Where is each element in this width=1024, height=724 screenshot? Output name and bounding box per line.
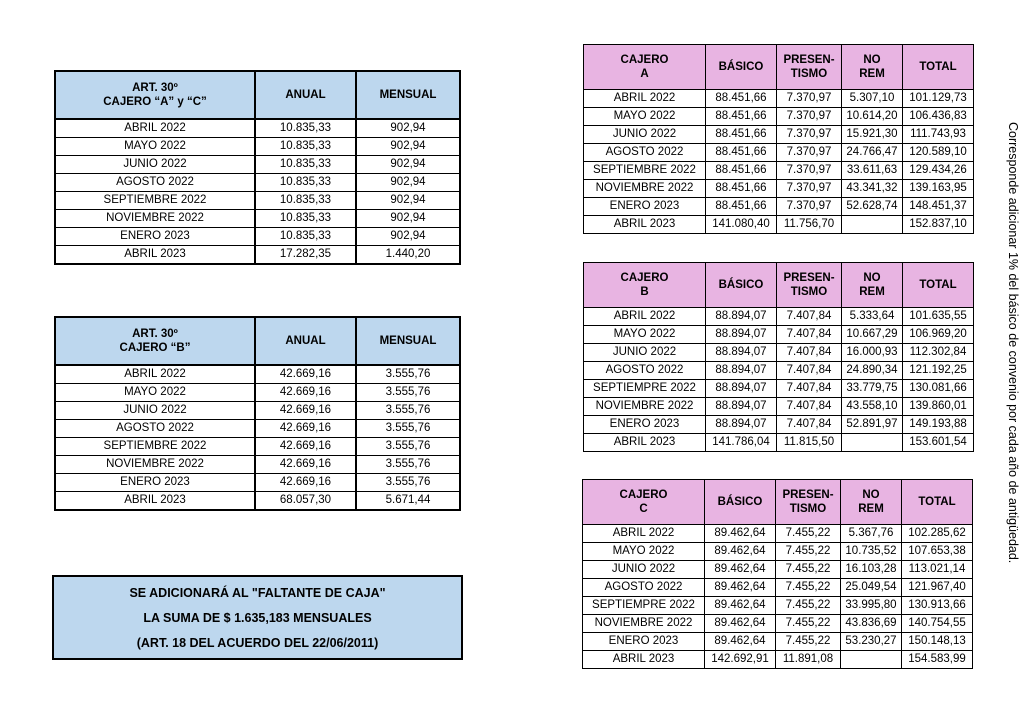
value-cell: 107.653,38 xyxy=(902,543,973,561)
note-line-1: SE ADICIONARÁ AL "FALTANTE DE CAJA" xyxy=(129,586,386,600)
value-cell: 154.583,99 xyxy=(902,651,973,669)
value-cell: 89.462,64 xyxy=(705,633,776,651)
value-cell: 7.407,84 xyxy=(777,326,842,344)
period-cell: JUNIO 2022 xyxy=(55,156,255,174)
value-cell: 53.230,27 xyxy=(841,633,902,651)
column-header: NO REM xyxy=(842,263,903,308)
period-cell: ENERO 2023 xyxy=(584,416,706,434)
value-cell: 121.192,25 xyxy=(903,362,974,380)
column-header: BÁSICO xyxy=(705,480,776,525)
period-cell: ABRIL 2023 xyxy=(584,216,706,234)
value-cell: 89.462,64 xyxy=(705,561,776,579)
value-cell: 24.890,34 xyxy=(842,362,903,380)
table-header-row xyxy=(584,263,974,308)
table-row xyxy=(584,434,974,452)
period-cell: AGOSTO 2022 xyxy=(55,420,255,438)
value-cell: 33.995,80 xyxy=(841,597,902,615)
value-cell: 7.407,84 xyxy=(777,308,842,326)
art30-cajero-ac-table xyxy=(54,70,461,265)
period-cell: ABRIL 2023 xyxy=(583,651,705,669)
column-header: TOTAL xyxy=(903,263,974,308)
value-cell: 11.815,50 xyxy=(777,434,842,452)
value-cell: 141.080,40 xyxy=(706,216,777,234)
value-cell xyxy=(842,216,903,234)
value-cell: 42.669,16 xyxy=(255,384,356,402)
value-cell: 10.614,20 xyxy=(842,108,903,126)
value-cell: 129.434,26 xyxy=(903,162,974,180)
value-cell: 42.669,16 xyxy=(255,420,356,438)
value-cell: 121.967,40 xyxy=(902,579,973,597)
table-row xyxy=(583,615,973,633)
value-cell: 902,94 xyxy=(356,210,460,228)
column-header: BÁSICO xyxy=(706,263,777,308)
period-cell: MAYO 2022 xyxy=(55,384,255,402)
column-header: ANUAL xyxy=(255,317,356,365)
value-cell: 88.894,07 xyxy=(706,308,777,326)
value-cell: 15.921,30 xyxy=(842,126,903,144)
period-cell: ABRIL 2022 xyxy=(584,90,706,108)
table-row xyxy=(55,492,460,511)
value-cell: 88.451,66 xyxy=(706,162,777,180)
value-cell: 33.779,75 xyxy=(842,380,903,398)
value-cell: 68.057,30 xyxy=(255,492,356,511)
value-cell: 7.455,22 xyxy=(776,561,841,579)
value-cell: 7.370,97 xyxy=(777,180,842,198)
value-cell: 88.894,07 xyxy=(706,416,777,434)
table-row xyxy=(55,119,460,138)
value-cell: 88.451,66 xyxy=(706,198,777,216)
table-row xyxy=(583,525,973,543)
period-cell: MAYO 2022 xyxy=(584,108,706,126)
value-cell: 902,94 xyxy=(356,174,460,192)
value-cell: 11.891,08 xyxy=(776,651,841,669)
table-row xyxy=(583,633,973,651)
value-cell: 3.555,76 xyxy=(356,438,460,456)
value-cell: 902,94 xyxy=(356,228,460,246)
column-header: TOTAL xyxy=(902,480,973,525)
period-cell: MAYO 2022 xyxy=(55,138,255,156)
value-cell: 102.285,62 xyxy=(902,525,973,543)
column-header: MENSUAL xyxy=(356,71,460,119)
table-row xyxy=(55,384,460,402)
value-cell: 1.440,20 xyxy=(356,246,460,265)
value-cell: 42.669,16 xyxy=(255,438,356,456)
value-cell: 10.835,33 xyxy=(255,174,356,192)
table-row xyxy=(583,651,973,669)
value-cell: 43.341,32 xyxy=(842,180,903,198)
table-row xyxy=(584,198,974,216)
value-cell: 10.835,33 xyxy=(255,156,356,174)
value-cell: 7.455,22 xyxy=(776,633,841,651)
table-row xyxy=(584,90,974,108)
value-cell: 42.669,16 xyxy=(255,402,356,420)
table-row xyxy=(584,344,974,362)
table-row xyxy=(55,174,460,192)
table-row xyxy=(584,380,974,398)
period-cell: ABRIL 2022 xyxy=(55,119,255,138)
table-row xyxy=(584,126,974,144)
table-row xyxy=(584,144,974,162)
value-cell: 3.555,76 xyxy=(356,420,460,438)
column-header: ART. 30º CAJERO “A” y “C” xyxy=(55,71,255,119)
value-cell: 139.860,01 xyxy=(903,398,974,416)
table-header-row xyxy=(55,317,460,365)
table-row xyxy=(584,362,974,380)
period-cell: ABRIL 2022 xyxy=(583,525,705,543)
table-row xyxy=(55,246,460,265)
value-cell: 88.451,66 xyxy=(706,144,777,162)
value-cell: 101.129,73 xyxy=(903,90,974,108)
value-cell: 3.555,76 xyxy=(356,402,460,420)
period-cell: JUNIO 2022 xyxy=(583,561,705,579)
table-row xyxy=(55,228,460,246)
value-cell: 43.836,69 xyxy=(841,615,902,633)
value-cell: 10.667,29 xyxy=(842,326,903,344)
value-cell: 149.193,88 xyxy=(903,416,974,434)
value-cell: 24.766,47 xyxy=(842,144,903,162)
value-cell: 7.370,97 xyxy=(777,126,842,144)
table-row xyxy=(584,398,974,416)
column-header: ANUAL xyxy=(255,71,356,119)
value-cell: 7.455,22 xyxy=(776,597,841,615)
column-header: PRESEN- TISMO xyxy=(776,480,841,525)
value-cell: 89.462,64 xyxy=(705,615,776,633)
period-cell: SEPTIEMBRE 2022 xyxy=(584,162,706,180)
column-header: BÁSICO xyxy=(706,45,777,90)
value-cell: 7.407,84 xyxy=(777,398,842,416)
value-cell: 42.669,16 xyxy=(255,474,356,492)
column-header: CAJERO B xyxy=(584,263,706,308)
value-cell: 3.555,76 xyxy=(356,384,460,402)
value-cell: 130.913,66 xyxy=(902,597,973,615)
art30-cajero-b-table xyxy=(54,316,461,511)
value-cell: 7.370,97 xyxy=(777,162,842,180)
value-cell: 5.333,64 xyxy=(842,308,903,326)
value-cell: 52.628,74 xyxy=(842,198,903,216)
period-cell: AGOSTO 2022 xyxy=(583,579,705,597)
value-cell: 106.436,83 xyxy=(903,108,974,126)
value-cell: 10.835,33 xyxy=(255,138,356,156)
value-cell: 7.455,22 xyxy=(776,615,841,633)
period-cell: AGOSTO 2022 xyxy=(584,362,706,380)
period-cell: NOVIEMBRE 2022 xyxy=(584,180,706,198)
period-cell: NOVIEMBRE 2022 xyxy=(55,210,255,228)
period-cell: SEPTIEMPRE 2022 xyxy=(583,597,705,615)
value-cell: 902,94 xyxy=(356,192,460,210)
column-header: CAJERO A xyxy=(584,45,706,90)
value-cell xyxy=(842,434,903,452)
value-cell: 3.555,76 xyxy=(356,365,460,384)
value-cell: 25.049,54 xyxy=(841,579,902,597)
period-cell: ABRIL 2022 xyxy=(55,365,255,384)
period-cell: JUNIO 2022 xyxy=(584,344,706,362)
table-row xyxy=(583,561,973,579)
table-row xyxy=(584,216,974,234)
value-cell: 7.407,84 xyxy=(777,416,842,434)
period-cell: NOVIEMBRE 2022 xyxy=(583,615,705,633)
value-cell: 89.462,64 xyxy=(705,543,776,561)
table-row xyxy=(55,210,460,228)
value-cell: 7.455,22 xyxy=(776,543,841,561)
value-cell: 88.451,66 xyxy=(706,180,777,198)
value-cell: 89.462,64 xyxy=(705,597,776,615)
column-header: MENSUAL xyxy=(356,317,460,365)
period-cell: NOVIEMBRE 2022 xyxy=(584,398,706,416)
table-header-row xyxy=(583,480,973,525)
value-cell: 902,94 xyxy=(356,119,460,138)
value-cell: 88.894,07 xyxy=(706,326,777,344)
value-cell: 5.367,76 xyxy=(841,525,902,543)
period-cell: NOVIEMBRE 2022 xyxy=(55,456,255,474)
column-header: CAJERO C xyxy=(583,480,705,525)
table-row xyxy=(55,138,460,156)
period-cell: ABRIL 2022 xyxy=(584,308,706,326)
value-cell: 43.558,10 xyxy=(842,398,903,416)
table-row xyxy=(584,162,974,180)
period-cell: ENERO 2023 xyxy=(55,474,255,492)
period-cell: ABRIL 2023 xyxy=(55,492,255,511)
value-cell: 16.000,93 xyxy=(842,344,903,362)
faltante-de-caja-note xyxy=(52,575,463,660)
table-row xyxy=(583,579,973,597)
value-cell: 153.601,54 xyxy=(903,434,974,452)
value-cell: 902,94 xyxy=(356,138,460,156)
value-cell: 148.451,37 xyxy=(903,198,974,216)
value-cell: 130.081,66 xyxy=(903,380,974,398)
table-header-row xyxy=(55,71,460,119)
table-row xyxy=(584,308,974,326)
table-row xyxy=(584,180,974,198)
table-row xyxy=(584,108,974,126)
note-line-2: LA SUMA DE $ 1.635,183 MENSUALES xyxy=(143,611,372,625)
table-row xyxy=(584,416,974,434)
value-cell: 902,94 xyxy=(356,156,460,174)
cajero-a-table xyxy=(583,44,974,234)
value-cell: 88.451,66 xyxy=(706,90,777,108)
value-cell: 7.407,84 xyxy=(777,344,842,362)
value-cell: 52.891,97 xyxy=(842,416,903,434)
table-row xyxy=(55,474,460,492)
period-cell: JUNIO 2022 xyxy=(584,126,706,144)
value-cell: 7.370,97 xyxy=(777,144,842,162)
table-row xyxy=(584,326,974,344)
value-cell: 16.103,28 xyxy=(841,561,902,579)
table-row xyxy=(55,192,460,210)
period-cell: ABRIL 2023 xyxy=(55,246,255,265)
table-header-row xyxy=(584,45,974,90)
period-cell: ENERO 2023 xyxy=(55,228,255,246)
table-row xyxy=(583,597,973,615)
table-row xyxy=(55,402,460,420)
value-cell: 10.835,33 xyxy=(255,210,356,228)
column-header: PRESEN- TISMO xyxy=(777,263,842,308)
period-cell: SEPTIEMBRE 2022 xyxy=(55,192,255,210)
period-cell: ENERO 2023 xyxy=(583,633,705,651)
value-cell: 142.692,91 xyxy=(705,651,776,669)
period-cell: MAYO 2022 xyxy=(584,326,706,344)
value-cell: 140.754,55 xyxy=(902,615,973,633)
value-cell: 88.451,66 xyxy=(706,126,777,144)
period-cell: ABRIL 2023 xyxy=(584,434,706,452)
column-header: NO REM xyxy=(841,480,902,525)
table-row xyxy=(55,156,460,174)
column-header: TOTAL xyxy=(903,45,974,90)
value-cell: 42.669,16 xyxy=(255,365,356,384)
value-cell: 7.455,22 xyxy=(776,525,841,543)
cajero-b-table xyxy=(583,262,974,452)
value-cell: 120.589,10 xyxy=(903,144,974,162)
value-cell: 88.894,07 xyxy=(706,398,777,416)
value-cell: 111.743,93 xyxy=(903,126,974,144)
period-cell: SEPTIEMBRE 2022 xyxy=(55,438,255,456)
value-cell: 106.969,20 xyxy=(903,326,974,344)
period-cell: AGOSTO 2022 xyxy=(55,174,255,192)
period-cell: ENERO 2023 xyxy=(584,198,706,216)
value-cell: 42.669,16 xyxy=(255,456,356,474)
cajero-c-table xyxy=(582,479,973,669)
value-cell: 7.407,84 xyxy=(777,380,842,398)
note-line-3: (ART. 18 DEL ACUERDO DEL 22/06/2011) xyxy=(136,636,379,650)
value-cell: 5.671,44 xyxy=(356,492,460,511)
period-cell: SEPTIEMPRE 2022 xyxy=(584,380,706,398)
value-cell: 112.302,84 xyxy=(903,344,974,362)
value-cell: 10.835,33 xyxy=(255,192,356,210)
value-cell xyxy=(841,651,902,669)
value-cell: 88.894,07 xyxy=(706,380,777,398)
column-header: PRESEN- TISMO xyxy=(777,45,842,90)
value-cell: 10.835,33 xyxy=(255,228,356,246)
value-cell: 150.148,13 xyxy=(902,633,973,651)
period-cell: AGOSTO 2022 xyxy=(584,144,706,162)
column-header: ART. 30º CAJERO “B” xyxy=(55,317,255,365)
value-cell: 88.894,07 xyxy=(706,362,777,380)
value-cell: 7.455,22 xyxy=(776,579,841,597)
value-cell: 88.451,66 xyxy=(706,108,777,126)
value-cell: 139.163,95 xyxy=(903,180,974,198)
table-row xyxy=(55,365,460,384)
value-cell: 89.462,64 xyxy=(705,525,776,543)
value-cell: 113.021,14 xyxy=(902,561,973,579)
table-row xyxy=(55,456,460,474)
column-header: NO REM xyxy=(842,45,903,90)
period-cell: MAYO 2022 xyxy=(583,543,705,561)
value-cell: 10.735,52 xyxy=(841,543,902,561)
value-cell: 152.837,10 xyxy=(903,216,974,234)
value-cell: 7.370,97 xyxy=(777,90,842,108)
value-cell: 10.835,33 xyxy=(255,119,356,138)
value-cell: 17.282,35 xyxy=(255,246,356,265)
value-cell: 88.894,07 xyxy=(706,344,777,362)
period-cell: JUNIO 2022 xyxy=(55,402,255,420)
value-cell: 11.756,70 xyxy=(777,216,842,234)
value-cell: 3.555,76 xyxy=(356,456,460,474)
antiguedad-side-note xyxy=(1002,122,1020,562)
table-row xyxy=(55,438,460,456)
side-note-text: Corresponde adicionar 1% del básico de convenio por cada año de antigüedad. xyxy=(1006,122,1020,564)
table-row xyxy=(583,543,973,561)
value-cell: 33.611,63 xyxy=(842,162,903,180)
value-cell: 7.370,97 xyxy=(777,198,842,216)
value-cell: 3.555,76 xyxy=(356,474,460,492)
value-cell: 7.370,97 xyxy=(777,108,842,126)
value-cell: 141.786,04 xyxy=(706,434,777,452)
value-cell: 5.307,10 xyxy=(842,90,903,108)
table-row xyxy=(55,420,460,438)
value-cell: 89.462,64 xyxy=(705,579,776,597)
value-cell: 7.407,84 xyxy=(777,362,842,380)
value-cell: 101.635,55 xyxy=(903,308,974,326)
